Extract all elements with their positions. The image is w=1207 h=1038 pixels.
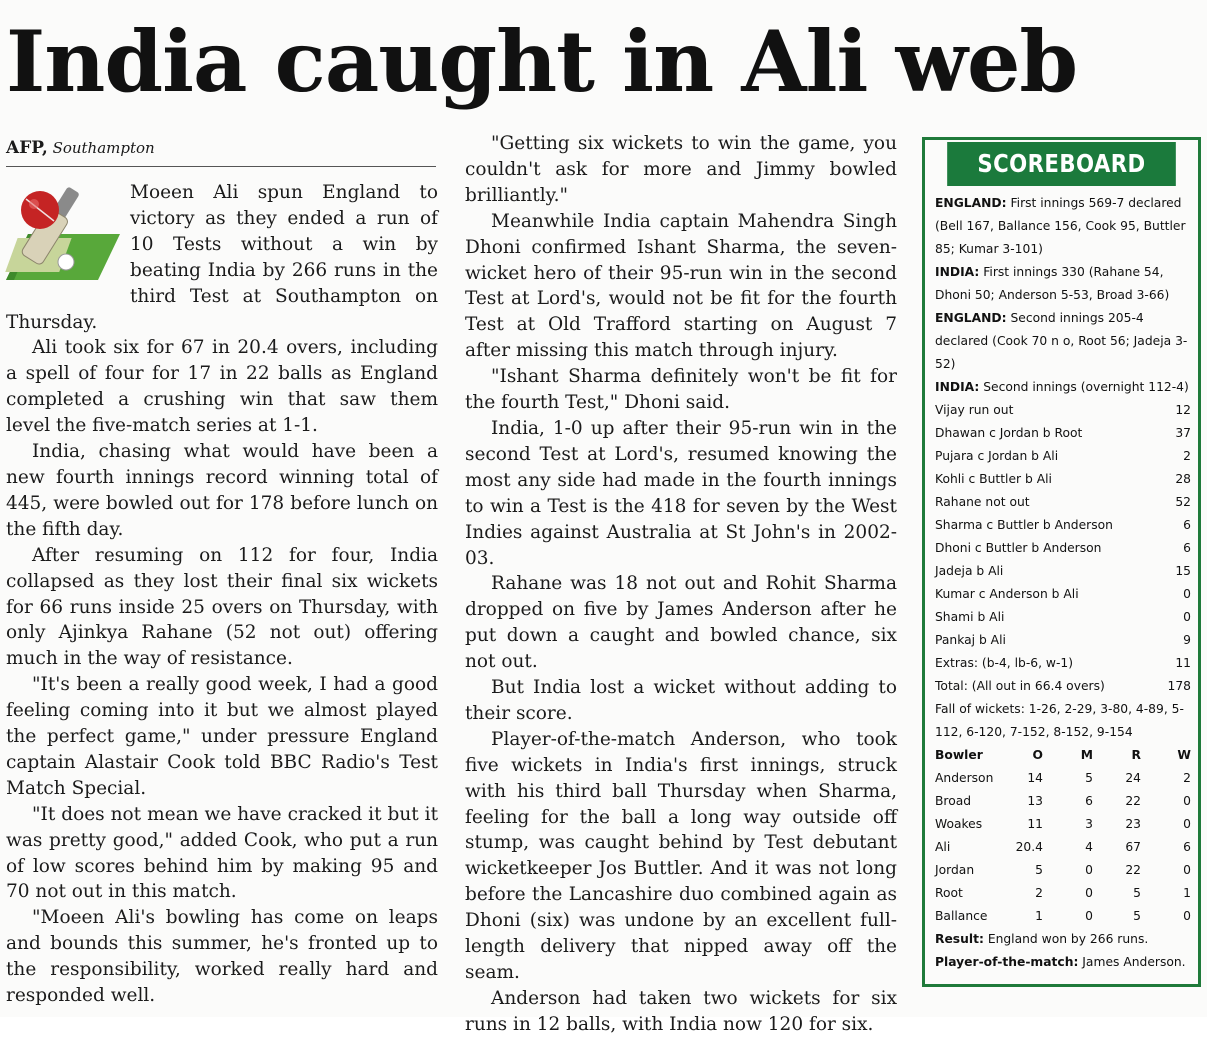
article-column-2	[465, 131, 897, 1038]
scoreboard-title: SCOREBOARD	[947, 142, 1176, 186]
batting-row	[935, 629, 1191, 652]
batsman-entry: Dhoni c Buttler b Anderson	[935, 541, 1102, 555]
batting-row	[935, 606, 1191, 629]
bowler-overs: 1	[1035, 909, 1043, 923]
bowler-wickets: 0	[1183, 909, 1191, 923]
bowler-runs: 22	[1125, 794, 1141, 808]
batsman-runs: 9	[1183, 633, 1191, 647]
paragraph: Player-of-the-match Anderson, who took five wickets in India's first innings, struck with his third ball Thursday when Sharma, feeling for the ball a long way outside off stump, was caught behind by Test debutant wicketkeeper Jos Buttler. And it was not long before the Lancashire duo combined again as Dhoni (six) was undone by an excellent full-length delivery that nipped away off the seam.	[465, 728, 897, 983]
batsman-entry: Kumar c Anderson b Ali	[935, 587, 1079, 601]
bowler-wickets: 0	[1183, 817, 1191, 831]
bowler-name: Anderson	[935, 771, 994, 785]
result-text: England won by 266 runs.	[983, 932, 1149, 946]
team-label: ENGLAND:	[935, 311, 1007, 325]
paragraph: Ali took six for 67 in 20.4 overs, including a spell of four for 17 in 22 balls as England completed a crushing win that saw them level the five-match series at 1-1.	[6, 337, 438, 437]
bowler-name: Broad	[935, 794, 972, 808]
bowling-header-cell: R	[1131, 748, 1141, 762]
bowling-row	[935, 813, 1191, 836]
batsman-entry: Shami b Ali	[935, 610, 1005, 624]
bowler-runs: 5	[1133, 909, 1141, 923]
bowler-overs: 14	[1027, 771, 1043, 785]
batsman-runs: 28	[1175, 472, 1191, 486]
batsman-entry: Dhawan c Jordan b Root	[935, 426, 1083, 440]
bowler-maidens: 4	[1085, 840, 1093, 854]
batting-row	[935, 468, 1191, 491]
paragraph: "Moeen Ali's bowling has come on leaps and bounds this summer, he's fronted up to the responsibility, worked really hard and responded well.	[6, 907, 438, 1007]
england-second-innings	[935, 307, 1191, 376]
team-label: INDIA:	[935, 380, 980, 394]
bowler-name: Ali	[935, 840, 951, 854]
batsman-entry: Pankaj b Ali	[935, 633, 1006, 647]
bowling-row	[935, 882, 1191, 905]
bowler-maidens: 6	[1085, 794, 1093, 808]
bowler-wickets: 0	[1183, 863, 1191, 877]
batsman-runs: 0	[1183, 587, 1191, 601]
bowling-list	[935, 767, 1191, 928]
batsman-entry: Rahane not out	[935, 495, 1030, 509]
bowler-name: Woakes	[935, 817, 983, 831]
bowler-runs: 23	[1125, 817, 1141, 831]
bowling-row	[935, 859, 1191, 882]
bowler-runs: 67	[1125, 840, 1141, 854]
paragraph: "It does not mean we have cracked it but it was pretty good," added Cook, who put a run of low scores behind him by making 95 and 70 not out in this match.	[6, 803, 438, 903]
batting-row	[935, 399, 1191, 422]
batsman-runs: 0	[1183, 610, 1191, 624]
paragraph: Rahane was 18 not out and Rohit Sharma dropped on five by James Anderson after he put down a caught and bowled chance, six not out.	[465, 573, 897, 673]
bowler-maidens: 0	[1085, 863, 1093, 877]
byline-place: Southampton	[52, 139, 155, 157]
cricket-ball-bat-icon	[4, 182, 124, 288]
batting-list	[935, 399, 1191, 698]
paragraph: India, chasing what would have been a new fourth innings record winning total of 445, were bowled out for 178 before lunch on the fifth day.	[6, 441, 438, 540]
batsman-entry: Vijay run out	[935, 403, 1014, 417]
batting-row	[935, 583, 1191, 606]
innings-summary: Second innings (overnight 112-4)	[979, 380, 1189, 394]
scoreboard-body	[935, 192, 1191, 974]
bowler-maidens: 3	[1085, 817, 1093, 831]
team-label: INDIA:	[935, 265, 980, 279]
batsman-entry: Total: (All out in 66.4 overs)	[935, 679, 1105, 693]
batsman-runs: 12	[1175, 403, 1191, 417]
batsman-runs: 6	[1183, 541, 1191, 555]
paragraph: "Ishant Sharma definitely won't be fit for the fourth Test," Dhoni said.	[465, 366, 897, 414]
bowling-header-cell: Bowler	[935, 748, 983, 762]
bowler-wickets: 0	[1183, 794, 1191, 808]
batsman-runs: 178	[1167, 679, 1191, 693]
bowler-name: Root	[935, 886, 963, 900]
batting-row	[935, 560, 1191, 583]
paragraph: Moeen Ali spun England to victory as they ended a run of 10 Tests without a win by beating India by 266 runs in the third Test at Southampton on Thursday.	[6, 182, 438, 333]
india-second-innings	[935, 376, 1191, 399]
bowler-runs: 22	[1125, 863, 1141, 877]
bowler-runs: 5	[1133, 886, 1141, 900]
match-result	[935, 928, 1191, 951]
bowling-header-cell: M	[1080, 748, 1093, 762]
batting-row	[935, 422, 1191, 445]
bowler-runs: 24	[1125, 771, 1141, 785]
bowler-overs: 11	[1027, 817, 1043, 831]
bowler-overs: 13	[1027, 794, 1043, 808]
batting-row	[935, 537, 1191, 560]
bowling-row	[935, 836, 1191, 859]
bowling-header-cell: O	[1032, 748, 1043, 762]
batsman-runs: 37	[1175, 426, 1191, 440]
bowling-row	[935, 790, 1191, 813]
india-first-innings	[935, 261, 1191, 307]
player-of-the-match	[935, 951, 1191, 974]
innings-summary: Second innings 205-4 declared (Cook 70 n o, Root 56; Jadeja 3-52)	[935, 311, 1188, 371]
innings-summary: First innings 569-7 declared (Bell 167, Ballance 156, Cook 95, Buttler 85; Kumar 3-101)	[935, 196, 1186, 256]
batsman-runs: 2	[1183, 449, 1191, 463]
batsman-entry: Kohli c Buttler b Ali	[935, 472, 1052, 486]
bowler-overs: 20.4	[1015, 840, 1043, 854]
batsman-entry: Jadeja b Ali	[935, 564, 1004, 578]
article-column-1	[6, 180, 438, 1009]
byline-rule	[6, 166, 436, 167]
batsman-entry: Extras: (b-4, lb-6, w-1)	[935, 656, 1074, 670]
bowler-overs: 2	[1035, 886, 1043, 900]
paragraph: Anderson had taken two wickets for six runs in 12 balls, with India now 120 for six.	[465, 987, 897, 1035]
bowling-row	[935, 767, 1191, 790]
scoreboard-box	[922, 137, 1201, 987]
fall-of-wickets: Fall of wickets: 1-26, 2-29, 3-80, 4-89, 5-112, 6-120, 7-152, 8-152, 9-154	[935, 702, 1184, 739]
bowling-header-row	[935, 744, 1191, 767]
bowler-overs: 5	[1035, 863, 1043, 877]
bowling-header-cell: W	[1177, 748, 1191, 762]
result-label: Result:	[935, 932, 984, 946]
bowler-maidens: 0	[1085, 909, 1093, 923]
batsman-runs: 11	[1175, 656, 1191, 670]
england-first-innings	[935, 192, 1191, 261]
potm-label: Player-of-the-match:	[935, 955, 1079, 969]
batsman-entry: Pujara c Jordan b Ali	[935, 449, 1059, 463]
batting-row	[935, 652, 1191, 675]
batsman-runs: 15	[1175, 564, 1191, 578]
batsman-entry: Sharma c Buttler b Anderson	[935, 518, 1113, 532]
batting-row	[935, 675, 1191, 698]
bowler-wickets: 2	[1183, 771, 1191, 785]
bowling-row	[935, 905, 1191, 928]
batting-row	[935, 514, 1191, 537]
batting-row	[935, 445, 1191, 468]
byline-agency: AFP,	[6, 138, 48, 158]
headline: India caught in Ali web	[6, 12, 1078, 111]
paragraph: Meanwhile India captain Mahendra Singh Dhoni confirmed Ishant Sharma, the seven-wicket hero of their 95-run win in the second Test at Lord's, would not be fit for the fourth Test at Old Trafford starting on August 7 after missing this match through injury.	[465, 210, 897, 362]
paragraph: But India lost a wicket without adding to their score.	[465, 677, 897, 724]
bowler-wickets: 6	[1183, 840, 1191, 854]
team-label: ENGLAND:	[935, 196, 1007, 210]
potm-text: James Anderson.	[1078, 955, 1186, 969]
bowler-maidens: 0	[1085, 886, 1093, 900]
batting-row	[935, 491, 1191, 514]
byline	[6, 137, 436, 159]
paragraph: India, 1-0 up after their 95-run win in the second Test at Lord's, resumed knowing the most any side had made in the fourth innings to win a Test is the 418 for seven by the West Indies against Australia at St John's in 2002-03.	[465, 417, 897, 569]
bowler-wickets: 1	[1183, 886, 1191, 900]
innings-summary: First innings 330 (Rahane 54, Dhoni 50; Anderson 5-53, Broad 3-66)	[935, 265, 1170, 302]
paragraph: After resuming on 112 for four, India collapsed as they lost their final six wickets for 66 runs inside 25 overs on Thursday, with only Ajinkya Rahane (52 not out) offering much in the way of resistance.	[6, 544, 438, 670]
paragraph: "Getting six wickets to win the game, you couldn't ask for more and Jimmy bowled brilliantly."	[465, 133, 897, 206]
batsman-runs: 52	[1175, 495, 1191, 509]
bowler-name: Jordan	[935, 863, 975, 877]
paragraph: "It's been a really good week, I had a good feeling coming into it but we almost played the perfect game," under pressure England captain Alastair Cook told BBC Radio's Test Match Special.	[6, 674, 438, 799]
bowler-maidens: 5	[1085, 771, 1093, 785]
batsman-runs: 6	[1183, 518, 1191, 532]
bowler-name: Ballance	[935, 909, 988, 923]
